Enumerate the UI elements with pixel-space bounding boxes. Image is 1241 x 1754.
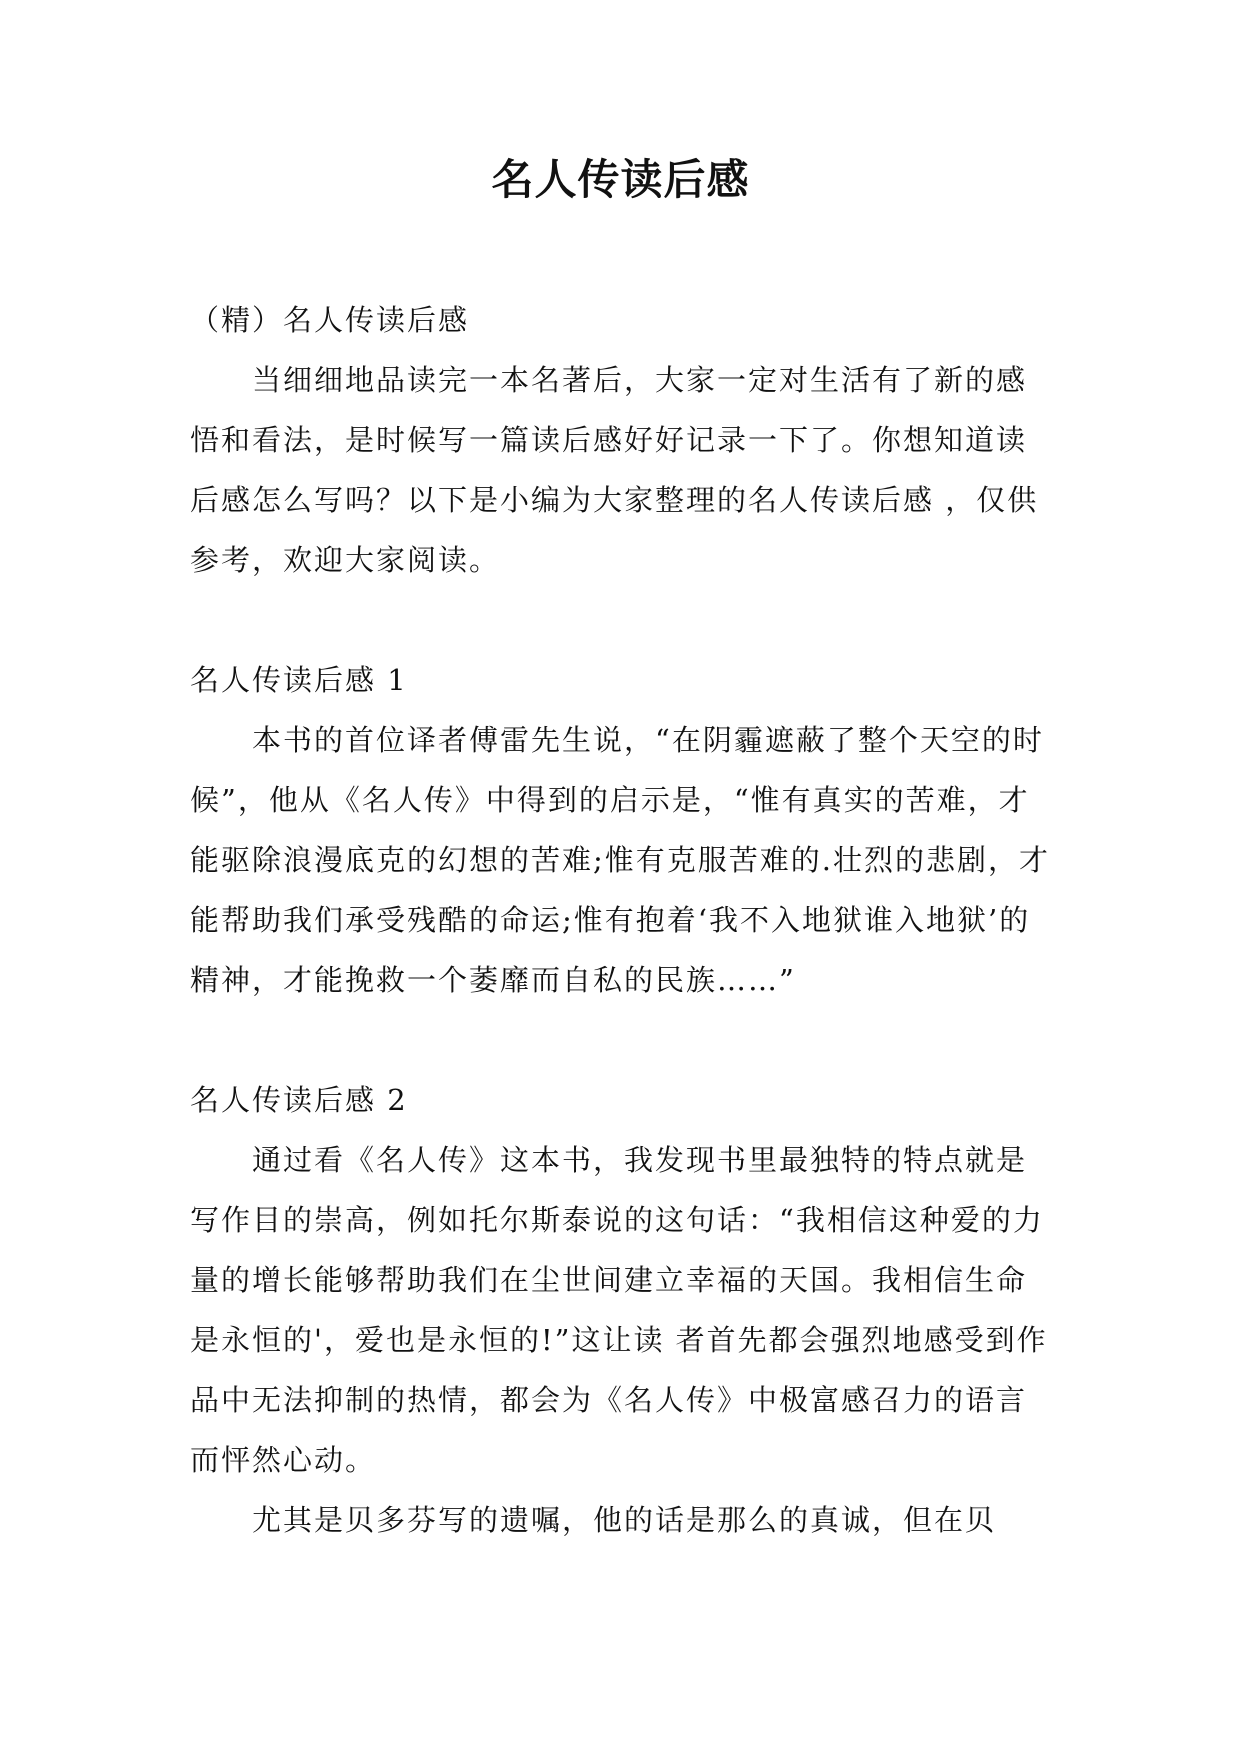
document-body — [190, 290, 1050, 1550]
section-spacer — [190, 1010, 1050, 1070]
section-spacer — [190, 590, 1050, 650]
section-paragraph: 尤其是贝多芬写的遗嘱，他的话是那么的真诚，但在贝 — [252, 1503, 997, 1537]
section-2 — [190, 1070, 1050, 1550]
section-paragraph: 本书的首位译者傅雷先生说，“在阴霾遮蔽了整个天空的时候”，他从《名人传》中得到的启示是，“惟有真实的苦难，才能驱除浪漫底克的幻想的苦难;惟有克服苦难的.壮烈的悲剧，才能帮助我们承受残酷的命运;惟有抱着‘我不入地狱谁入地狱’的精神，才能挽救一个萎靡而自私的民族……” — [190, 723, 1050, 997]
document-title: 名人传读后感 — [491, 155, 750, 204]
section-1 — [190, 650, 1050, 1010]
intro-paragraph: 当细细地品读完一本名著后，大家一定对生活有了新的感悟和看法，是时候写一篇读后感好好记录一下了。你想知道读后感怎么写吗？以下是小编为大家整理的名人传读后感 ，仅供参考，欢迎大家阅读。 — [190, 363, 1039, 577]
section-heading: 名人传读后感 2 — [190, 1083, 408, 1117]
section-paragraph: 通过看《名人传》这本书，我发现书里最独特的特点就是写作目的崇高，例如托尔斯泰说的这句话：“我相信这种爱的力量的增长能够帮助我们在尘世间建立幸福的天国。我相信生命是永恒的'，爱也是永恒的!”这让读 者首先都会强烈地感受到作品中无法抑制的热情，都会为《名人传》中极富感召力的语言而怦然心动。 — [190, 1143, 1048, 1477]
document-subtitle: （精）名人传读后感 — [190, 303, 470, 337]
section-heading: 名人传读后感 1 — [190, 663, 408, 697]
